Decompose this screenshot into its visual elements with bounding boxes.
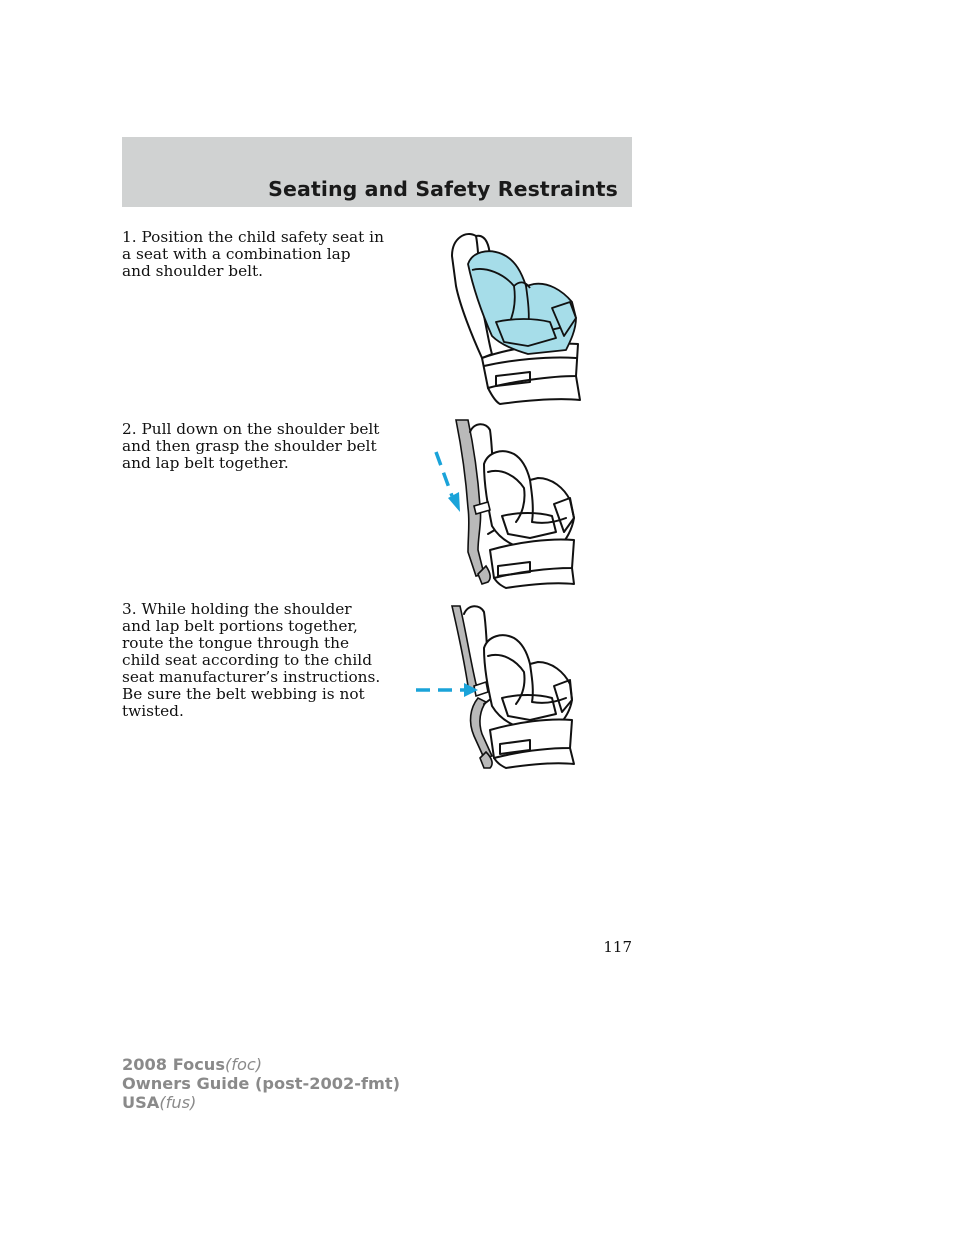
section-header-band (122, 137, 632, 207)
footer-line-market (122, 1093, 400, 1112)
pull-down-shoulder-belt-illustration (428, 418, 593, 590)
footer-market: USA (122, 1093, 160, 1112)
step-1-text: 1. Position the child safety seat in a seat with a combination lap and shoulder belt. (122, 228, 384, 280)
footer-model-code: (foc) (224, 1055, 263, 1074)
footer-line-model (122, 1055, 400, 1074)
page-number: 117 (603, 938, 632, 956)
footer-market-code: (fus) (159, 1093, 197, 1112)
footer-line-guide (122, 1074, 400, 1093)
route-tongue-through-child-seat-illustration (414, 602, 594, 770)
child-seat-in-vehicle-seat-illustration (430, 226, 595, 408)
step-2-text: 2. Pull down on the shoulder belt and then grasp the shoulder belt and lap belt together. (122, 420, 380, 472)
section-title: Seating and Safety Restraints (268, 177, 618, 201)
document-footer (122, 1055, 400, 1112)
footer-model: 2008 Focus (122, 1055, 225, 1074)
footer-guide: Owners Guide (post-2002-fmt) (122, 1074, 401, 1093)
step-3-text: 3. While holding the shoulder and lap belt portions together, route the tongue through the child seat according to the child seat manufacturer’s instructions. Be sure the belt webbing is not twisted. (122, 600, 381, 720)
